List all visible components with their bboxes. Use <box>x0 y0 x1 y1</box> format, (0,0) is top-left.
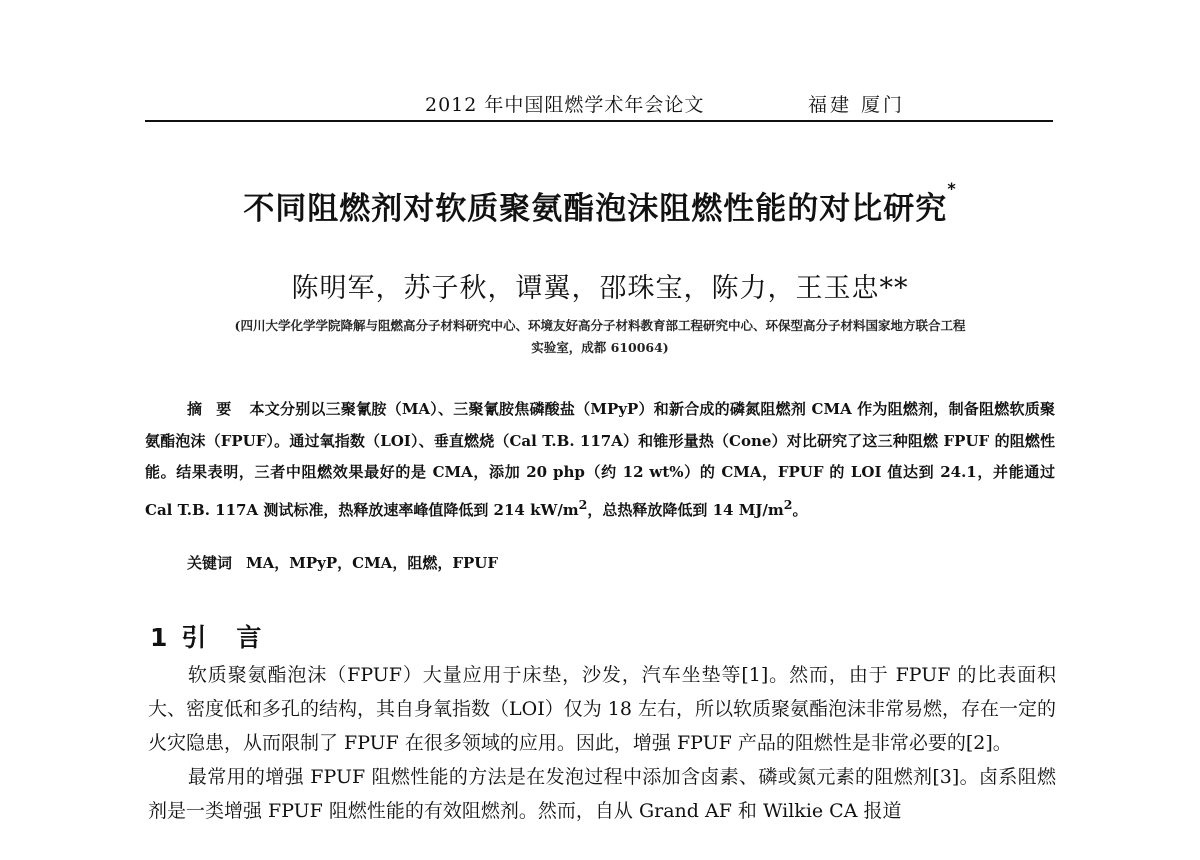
paper-title-text: 不同阻燃剂对软质聚氨酯泡沫阻燃性能的对比研究 <box>243 191 948 227</box>
abstract-superscript-1: 2 <box>578 496 588 512</box>
abstract-label: 摘要 <box>187 400 246 418</box>
affiliation-line-2: 实验室，成都 610064) <box>531 340 669 355</box>
affiliation <box>140 315 1060 359</box>
paper-title <box>0 179 1200 228</box>
abstract-text-2: ，总热释放降低到 14 MJ/m <box>587 500 784 519</box>
conference-name: 2012 年中国阻燃学术年会论文 <box>425 94 705 116</box>
paragraph: 最常用的增强 FPUF 阻燃性能的方法是在发泡过程中添加含卤素、磷或氮元素的阻燃剂[3]。卤系阻燃剂是一类增强 FPUF 阻燃性能的有效阻燃剂。然而，自从 Grand AF 和 Wilkie CA 报道 <box>148 766 1056 822</box>
paragraph: 软质聚氨酯泡沫（FPUF）大量应用于床垫，沙发，汽车坐垫等[1]。然而，由于 FPUF 的比表面积大、密度低和多孔的结构，其自身氧指数（LOI）仅为 18 左右，所以软质聚氨酯泡沫非常易燃，存在一定的火灾隐患，从而限制了 FPUF 在很多领域的应用。因此，增强 FPUF 产品的阻燃性是非常必要的[2]。 <box>148 664 1056 754</box>
title-footnote-mark: * <box>947 179 957 198</box>
abstract-text-1: 本文分别以三聚氰胺（MA）、三聚氰胺焦磷酸盐（MPyP）和新合成的磷氮阻燃剂 CMA 作为阻燃剂，制备阻燃软质聚氨酯泡沫（FPUF）。通过氧指数（LOI）、垂直燃烧（Cal T.B. 117A）和锥形量热（Cone）对比研究了这三种阻燃 FPUF 的阻燃性能。结果表明，三者中阻燃效果最好的是 CMA，添加 20 php（约 12 wt%）的 CMA，FPUF 的 LOI 值达到 24.1，并能通过 Cal T.B. 117A 测试标准，热释放速率峰值降低到 214 kW/m <box>145 400 1055 519</box>
section-title: 引言 <box>181 623 292 652</box>
keywords <box>187 552 498 573</box>
keywords-label: 关键词 <box>187 554 233 572</box>
section-heading-introduction <box>150 618 291 654</box>
author-list: 陈明军，苏子秋，谭翼，邵珠宝，陈力，王玉忠** <box>291 273 909 304</box>
abstract-superscript-2: 2 <box>783 496 793 512</box>
conference-location: 福建 厦门 <box>808 94 906 116</box>
section-number: 1 <box>150 623 168 652</box>
running-header <box>145 88 1053 122</box>
keywords-text: MA，MPyP，CMA，阻燃，FPUF <box>246 554 498 572</box>
affiliation-line-1: (四川大学化学学院降解与阻燃高分子材料研究中心、环境友好高分子材料教育部工程研究中心、环保型高分子材料国家地方联合工程 <box>234 318 966 333</box>
section-body <box>148 658 1056 828</box>
abstract-text-3: 。 <box>792 500 808 519</box>
abstract <box>145 394 1055 526</box>
